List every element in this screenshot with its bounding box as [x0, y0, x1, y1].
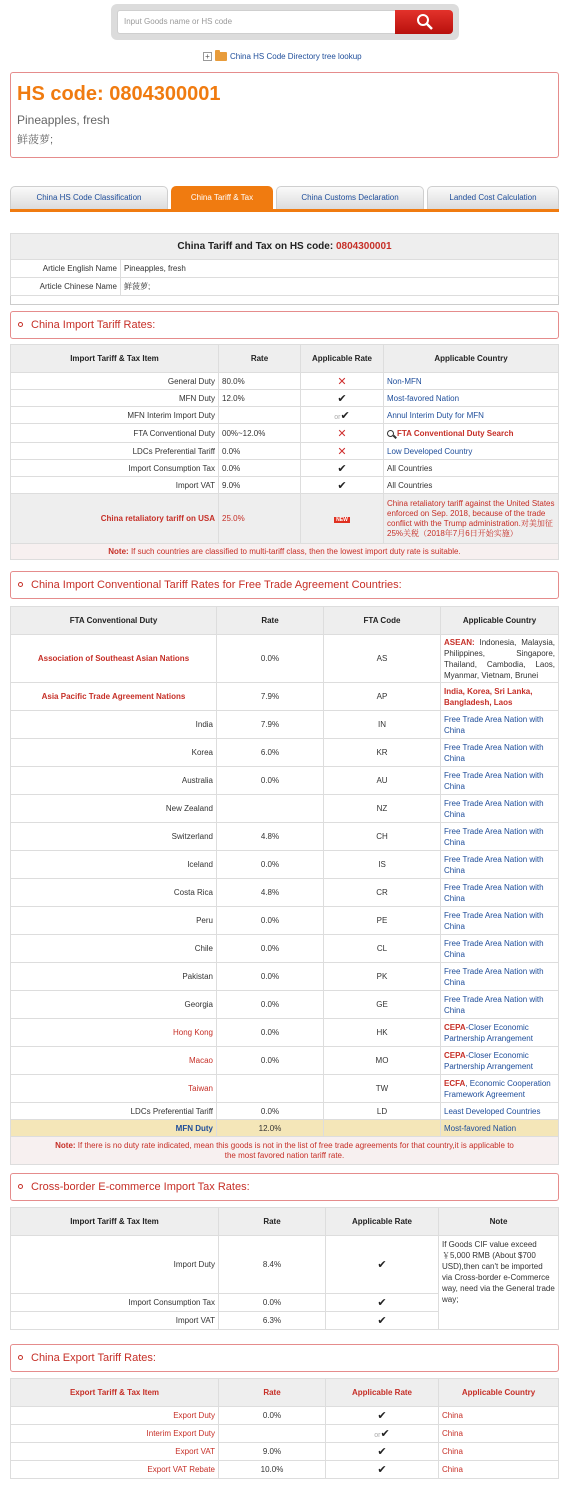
table-row: [11, 1461, 559, 1479]
tariff-rate: 80.0%: [219, 373, 301, 390]
fta-rate: [217, 1075, 324, 1103]
table-row: [11, 795, 559, 823]
column-header: Applicable Country: [439, 1379, 559, 1407]
fta-name: Association of Southeast Asian Nations: [11, 635, 217, 683]
section-ecommerce: Cross-border E-commerce Import Tax Rates:: [10, 1173, 559, 1201]
search-bar: [111, 4, 459, 40]
export-item: Export Duty: [11, 1407, 219, 1425]
note-row: [11, 544, 559, 560]
fta-name: LDCs Preferential Tariff: [11, 1103, 217, 1120]
fta-country-strong: India, Korea, Sri Lanka, Bangladesh, Laos: [441, 683, 559, 711]
fta-search-link[interactable]: FTA Conventional Duty Search: [397, 428, 514, 438]
column-header: Rate: [219, 345, 301, 373]
fta-rate: [217, 795, 324, 823]
fta-country-strong: CEPA: [444, 1022, 466, 1032]
tariff-item: Import VAT: [11, 1312, 219, 1330]
table-row: [11, 711, 559, 739]
export-rate: 10.0%: [219, 1461, 326, 1479]
table-row: [11, 1019, 559, 1047]
fta-code: CL: [324, 935, 441, 963]
fta-name: Pakistan: [11, 963, 217, 991]
fta-rate: 0.0%: [217, 1103, 324, 1120]
export-item: Export VAT: [11, 1443, 219, 1461]
tariff-rate: 0.0%: [219, 443, 301, 460]
column-header: Import Tariff & Tax Item: [11, 345, 219, 373]
table-row: [11, 935, 559, 963]
section-export: China Export Tariff Rates:: [10, 1344, 559, 1372]
bullet-icon: [18, 1184, 23, 1189]
fta-name: Hong Kong: [11, 1019, 217, 1047]
fta-code: TW: [324, 1075, 441, 1103]
column-header: Applicable Rate: [301, 345, 384, 373]
check-icon: ✔: [377, 1297, 387, 1309]
tariff-rate: 0.0%: [219, 460, 301, 477]
table-row: [11, 443, 559, 460]
tariff-item: Import Consumption Tax: [11, 1294, 219, 1312]
fta-code: PE: [324, 907, 441, 935]
country-link[interactable]: Non-MFN: [387, 376, 422, 386]
tariff-rate: 12.0%: [219, 390, 301, 407]
fta-name: Iceland: [11, 851, 217, 879]
fta-rate: 4.8%: [217, 879, 324, 907]
summary-value: 鲜菠萝;: [121, 278, 559, 296]
fta-country-strong: ECFA: [444, 1078, 466, 1088]
fta-code: GE: [324, 991, 441, 1019]
fta-rate: 0.0%: [217, 1047, 324, 1075]
table-row: [11, 851, 559, 879]
search-input[interactable]: Input Goods name or HS code: [117, 10, 399, 34]
tariff-item: Import VAT: [11, 477, 219, 494]
fta-rate: 7.9%: [217, 683, 324, 711]
new-badge-icon: NEW: [336, 517, 348, 523]
table-row: [11, 494, 559, 544]
fta-name: Korea: [11, 739, 217, 767]
column-header: FTA Code: [324, 607, 441, 635]
tree-lookup-label: China HS Code Directory tree lookup: [230, 51, 362, 61]
fta-rate: 0.0%: [217, 907, 324, 935]
table-row: [11, 991, 559, 1019]
tab-customs-declaration[interactable]: China Customs Declaration: [276, 186, 424, 209]
section-fta: China Import Conventional Tariff Rates for Free Trade Agreement Countries:: [10, 571, 559, 599]
fta-country-link[interactable]: Free Trade Area Nation with China: [444, 910, 544, 931]
tariff-item: Import Consumption Tax: [11, 460, 219, 477]
column-header: Rate: [219, 1208, 326, 1236]
tariff-rate: 25.0%: [219, 494, 301, 544]
fta-rate: 0.0%: [217, 767, 324, 795]
table-row: [11, 1443, 559, 1461]
country-text: All Countries: [384, 477, 559, 494]
column-header: Export Tariff & Tax Item: [11, 1379, 219, 1407]
country-text: China retaliatory tariff against the United States enforced on Sep. 2018, because of the trade conflict with the Trump administration.对美加征25%关税（2018年7月6日开始实施）: [384, 494, 559, 544]
table-row: [11, 390, 559, 407]
tariff-item: FTA Conventional Duty: [11, 424, 219, 443]
table-row: [11, 1075, 559, 1103]
product-name-en: Pineapples, fresh: [17, 113, 110, 127]
expand-icon[interactable]: +: [203, 52, 212, 61]
magnifier-icon: [387, 430, 394, 437]
table-row: [11, 1407, 559, 1425]
export-table: [10, 1378, 559, 1479]
tariff-item: General Duty: [11, 373, 219, 390]
fta-name: Taiwan: [11, 1075, 217, 1103]
fta-country-link[interactable]: Free Trade Area Nation with China: [444, 882, 544, 903]
fta-name: Switzerland: [11, 823, 217, 851]
table-row: [11, 683, 559, 711]
note-label: Note:: [108, 547, 129, 556]
fta-code: AS: [324, 635, 441, 683]
column-header: Note: [439, 1208, 559, 1236]
table-row: [11, 635, 559, 683]
tab-bar: [10, 186, 559, 212]
note-text: If there is no duty rate indicated, mean this goods is not in the list of free trade agreements for that country,it is applicable to the most favored nation tariff rate.: [75, 1140, 514, 1160]
fta-country-link[interactable]: Least Developed Countries: [444, 1106, 541, 1116]
export-country: China: [439, 1425, 559, 1443]
fta-name: Georgia: [11, 991, 217, 1019]
summary-label: Article Chinese Name: [11, 278, 121, 296]
tariff-item: LDCs Preferential Tariff: [11, 443, 219, 460]
fta-table: [10, 606, 559, 1165]
table-row: [11, 767, 559, 795]
fta-rate: 7.9%: [217, 711, 324, 739]
fta-country-link[interactable]: -Closer Economic Partnership Arrangement: [444, 1050, 533, 1071]
column-header: Rate: [219, 1379, 326, 1407]
check-icon: ✔: [377, 1315, 387, 1327]
table-row: [11, 477, 559, 494]
bullet-icon: [18, 1355, 23, 1360]
fta-country-link[interactable]: Free Trade Area Nation with China: [444, 742, 544, 763]
tariff-rate: 0.0%: [219, 1294, 326, 1312]
table-row: [11, 907, 559, 935]
fta-code: PK: [324, 963, 441, 991]
note-text: If such countries are classified to multi-tariff class, then the lowest import duty rate is suitable.: [128, 547, 461, 556]
table-row: [11, 1120, 559, 1137]
note-label: Note:: [55, 1140, 76, 1150]
check-icon: ✔: [377, 1410, 387, 1422]
check-icon: ✔: [337, 392, 347, 405]
fta-code: AP: [324, 683, 441, 711]
fta-name: Peru: [11, 907, 217, 935]
check-icon: ✔: [377, 1446, 387, 1458]
tariff-rate: [219, 407, 301, 424]
export-country: China: [439, 1443, 559, 1461]
fta-country-link[interactable]: Free Trade Area Nation with China: [444, 994, 544, 1015]
column-header: FTA Conventional Duty: [11, 607, 217, 635]
check-icon: ✔: [337, 462, 347, 475]
country-link[interactable]: Annul Interim Duty for MFN: [387, 410, 484, 420]
table-row: [11, 1236, 559, 1294]
fta-rate: 0.0%: [217, 991, 324, 1019]
export-item: Export VAT Rebate: [11, 1461, 219, 1479]
fta-code: AU: [324, 767, 441, 795]
table-row: [11, 407, 559, 424]
tree-lookup-link[interactable]: [203, 49, 362, 63]
tariff-rate: 8.4%: [219, 1236, 326, 1294]
fta-name: MFN Duty: [11, 1120, 217, 1137]
table-row: [11, 1103, 559, 1120]
bullet-icon: [18, 322, 23, 327]
tariff-rate: 6.3%: [219, 1312, 326, 1330]
check-icon: ✔: [377, 1259, 387, 1271]
country-text: All Countries: [384, 460, 559, 477]
fta-code: IS: [324, 851, 441, 879]
fta-country-strong: ASEAN:: [444, 637, 475, 647]
hs-header: [10, 72, 559, 158]
search-button[interactable]: [395, 10, 453, 34]
check-icon: ✔: [380, 1428, 390, 1440]
table-row: [11, 1425, 559, 1443]
table-row: [11, 373, 559, 390]
tariff-item: MFN Duty: [11, 390, 219, 407]
summary-label: Article English Name: [11, 260, 121, 278]
tariff-item: MFN Interim Import Duty: [11, 407, 219, 424]
fta-country-link[interactable]: Free Trade Area Nation with China: [444, 826, 544, 847]
ecommerce-table: [10, 1207, 559, 1330]
fta-name: Chile: [11, 935, 217, 963]
fta-rate: 0.0%: [217, 935, 324, 963]
fta-country-link[interactable]: Free Trade Area Nation with China: [444, 770, 544, 791]
export-rate: 9.0%: [219, 1443, 326, 1461]
fta-rate: 0.0%: [217, 851, 324, 879]
country-link[interactable]: Low Developed Country: [387, 446, 473, 456]
tariff-item: Import Duty: [11, 1236, 219, 1294]
fta-name: New Zealand: [11, 795, 217, 823]
table-row: [11, 424, 559, 443]
or-label: or: [334, 413, 341, 421]
table-row: [11, 823, 559, 851]
search-icon: [416, 13, 434, 31]
check-icon: ✔: [377, 1464, 387, 1476]
cross-icon: ✕: [337, 427, 347, 440]
or-label: or: [374, 1432, 381, 1439]
export-country: China: [439, 1461, 559, 1479]
fta-rate: 6.0%: [217, 739, 324, 767]
fta-rate: 0.0%: [217, 1019, 324, 1047]
summary-value: Pineapples, fresh: [121, 260, 559, 278]
table-row: [11, 963, 559, 991]
fta-code: IN: [324, 711, 441, 739]
fta-country-link[interactable]: Free Trade Area Nation with China: [444, 854, 544, 875]
fta-rate: 0.0%: [217, 635, 324, 683]
summary-title: China Tariff and Tax on HS code: 0804300001: [11, 234, 559, 260]
bullet-icon: [18, 582, 23, 587]
import-tariff-table: [10, 344, 559, 560]
export-rate: 0.0%: [219, 1407, 326, 1425]
fta-code: MO: [324, 1047, 441, 1075]
fta-code: CH: [324, 823, 441, 851]
fta-code: KR: [324, 739, 441, 767]
fta-code: NZ: [324, 795, 441, 823]
tab-classification[interactable]: China HS Code Classification: [10, 186, 168, 209]
table-row: [11, 739, 559, 767]
column-header: Applicable Country: [384, 345, 559, 373]
table-row: [11, 1047, 559, 1075]
column-header: Applicable Rate: [326, 1208, 439, 1236]
fta-name: Asia Pacific Trade Agreement Nations: [11, 683, 217, 711]
tab-landed-cost[interactable]: Landed Cost Calculation: [427, 186, 559, 209]
fta-country-link[interactable]: Free Trade Area Nation with China: [444, 798, 544, 819]
fta-code: [324, 1120, 441, 1137]
cross-icon: ✕: [337, 375, 347, 388]
column-header: Rate: [217, 607, 324, 635]
column-header: Applicable Rate: [326, 1379, 439, 1407]
product-name-cn: 鲜菠萝;: [17, 134, 54, 146]
fta-country-link[interactable]: Free Trade Area Nation with China: [444, 966, 544, 987]
check-icon: ✔: [340, 409, 350, 422]
fta-code: LD: [324, 1103, 441, 1120]
fta-rate: 0.0%: [217, 963, 324, 991]
ecom-note: If Goods CIF value exceed ￥5,000 RMB (About $700 USD),then can't be imported via Cross-border e-Commerce way, need via the General trade way;: [439, 1236, 559, 1330]
check-icon: ✔: [337, 479, 347, 492]
fta-country-link[interactable]: , Economic Cooperation Framework Agreement: [444, 1078, 551, 1099]
fta-name: India: [11, 711, 217, 739]
table-row: [11, 879, 559, 907]
country-link[interactable]: Most-favored Nation: [387, 393, 460, 403]
column-header: Import Tariff & Tax Item: [11, 1208, 219, 1236]
fta-code: CR: [324, 879, 441, 907]
table-row: [11, 460, 559, 477]
summary-table: [10, 233, 559, 296]
fta-rate: 4.8%: [217, 823, 324, 851]
note-row: [11, 1137, 559, 1165]
folder-icon: [215, 52, 227, 61]
section-import-tariff: China Import Tariff Rates:: [10, 311, 559, 339]
cross-icon: ✕: [337, 445, 347, 458]
fta-name: Australia: [11, 767, 217, 795]
fta-country: Indonesia, Malaysia, Philippines, Singapore, Thailand, Cambodia, Laos, Myanmar, Vietnam, Brunei: [444, 637, 555, 680]
fta-country-link[interactable]: -Closer Economic Partnership Arrangement: [444, 1022, 533, 1043]
fta-code: HK: [324, 1019, 441, 1047]
tariff-rate: 00%~12.0%: [219, 424, 301, 443]
export-country: China: [439, 1407, 559, 1425]
tariff-rate: 9.0%: [219, 477, 301, 494]
tab-tariff-tax[interactable]: China Tariff & Tax: [171, 186, 273, 209]
fta-name: Costa Rica: [11, 879, 217, 907]
export-rate: [219, 1425, 326, 1443]
fta-country-strong: CEPA: [444, 1050, 466, 1060]
export-item: Interim Export Duty: [11, 1425, 219, 1443]
fta-country-link[interactable]: Free Trade Area Nation with China: [444, 714, 544, 735]
fta-rate: 12.0%: [217, 1120, 324, 1137]
fta-country-link[interactable]: Most-favored Nation: [444, 1123, 517, 1133]
page-title: HS code: 0804300001: [17, 83, 221, 105]
fta-country-link[interactable]: Free Trade Area Nation with China: [444, 938, 544, 959]
fta-name: Macao: [11, 1047, 217, 1075]
tariff-item: China retaliatory tariff on USA: [11, 494, 219, 544]
column-header: Applicable Country: [441, 607, 559, 635]
